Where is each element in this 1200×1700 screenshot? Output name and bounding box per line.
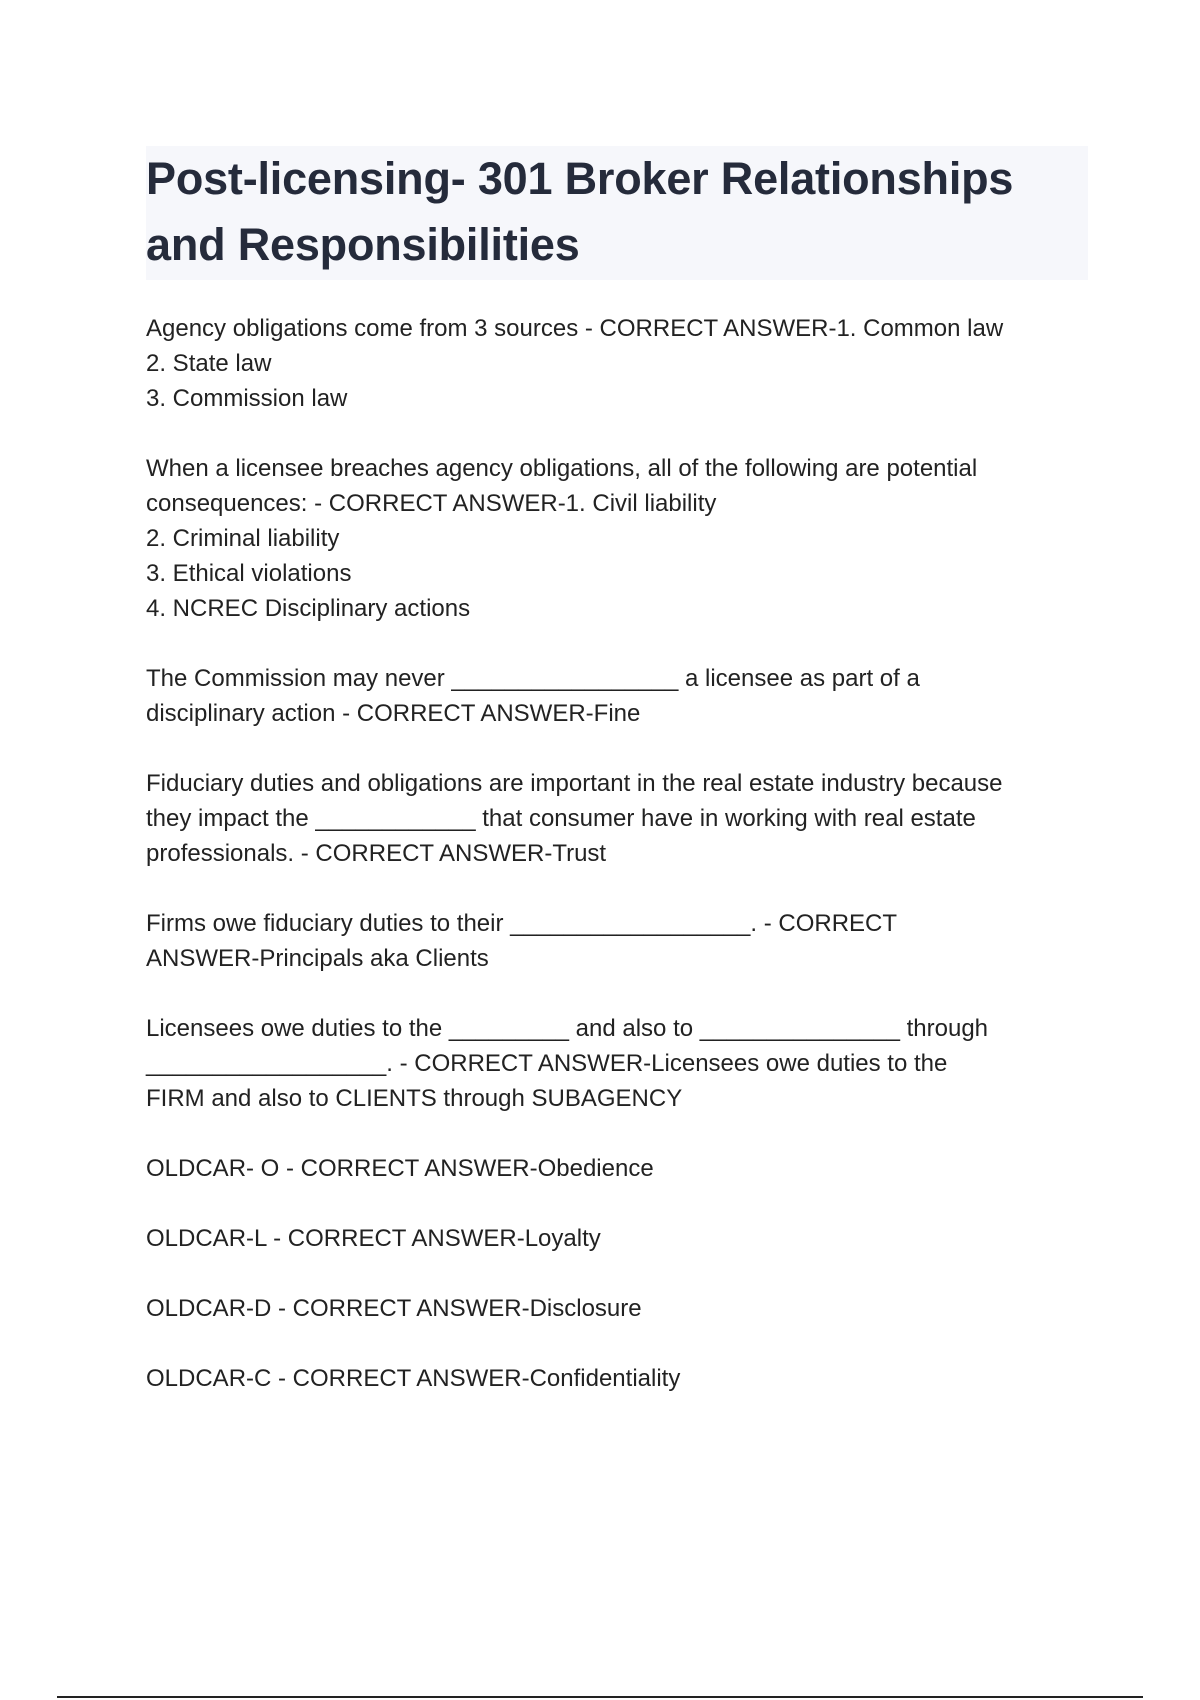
qa-item [146, 766, 1106, 871]
qa-item [146, 1291, 1106, 1326]
qa-line: 2. State law [146, 350, 272, 377]
page-title-line-1: Post-licensing- 301 Broker Relationships [146, 153, 1014, 204]
qa-line: OLDCAR-L - CORRECT ANSWER-Loyalty [146, 1225, 601, 1252]
qa-line: OLDCAR- O - CORRECT ANSWER-Obedience [146, 1155, 654, 1182]
qa-item [146, 1361, 1106, 1396]
qa-line: Agency obligations come from 3 sources - CORRECT ANSWER-1. Common law [146, 315, 1004, 342]
qa-line: professionals. - CORRECT ANSWER-Trust [146, 840, 607, 867]
qa-item [146, 1221, 1106, 1256]
qa-line: disciplinary action - CORRECT ANSWER-Fine [146, 700, 641, 727]
qa-line: __________________. - CORRECT ANSWER-Licensees owe duties to the [146, 1050, 948, 1077]
qa-line: Firms owe fiduciary duties to their __________________. - CORRECT [146, 910, 898, 937]
title-banner [146, 146, 1088, 280]
qa-item [146, 1151, 1106, 1186]
qa-item [146, 311, 1106, 416]
qa-item [146, 1011, 1106, 1116]
qa-line: Fiduciary duties and obligations are important in the real estate industry because [146, 770, 1003, 797]
qa-item [146, 661, 1106, 731]
qa-item [146, 451, 1106, 626]
qa-line: FIRM and also to CLIENTS through SUBAGENCY [146, 1085, 683, 1112]
qa-item [146, 906, 1106, 976]
page-title [146, 146, 1088, 278]
qa-line: OLDCAR-D - CORRECT ANSWER-Disclosure [146, 1295, 642, 1322]
qa-line: 3. Commission law [146, 385, 348, 412]
qa-line: 3. Ethical violations [146, 560, 352, 587]
qa-list [146, 311, 1106, 1431]
qa-line: The Commission may never _________________ a licensee as part of a [146, 665, 920, 692]
qa-line: When a licensee breaches agency obligations, all of the following are potential [146, 455, 978, 482]
footer-divider [57, 1696, 1143, 1698]
qa-line: 2. Criminal liability [146, 525, 340, 552]
qa-line: they impact the ____________ that consumer have in working with real estate [146, 805, 976, 832]
page-title-line-2: and Responsibilities [146, 219, 580, 270]
qa-line: Licensees owe duties to the _________ and also to _______________ through [146, 1015, 989, 1042]
qa-line: ANSWER-Principals aka Clients [146, 945, 489, 972]
qa-line: consequences: - CORRECT ANSWER-1. Civil liability [146, 490, 717, 517]
qa-line: 4. NCREC Disciplinary actions [146, 595, 471, 622]
qa-line: OLDCAR-C - CORRECT ANSWER-Confidentiality [146, 1365, 681, 1392]
